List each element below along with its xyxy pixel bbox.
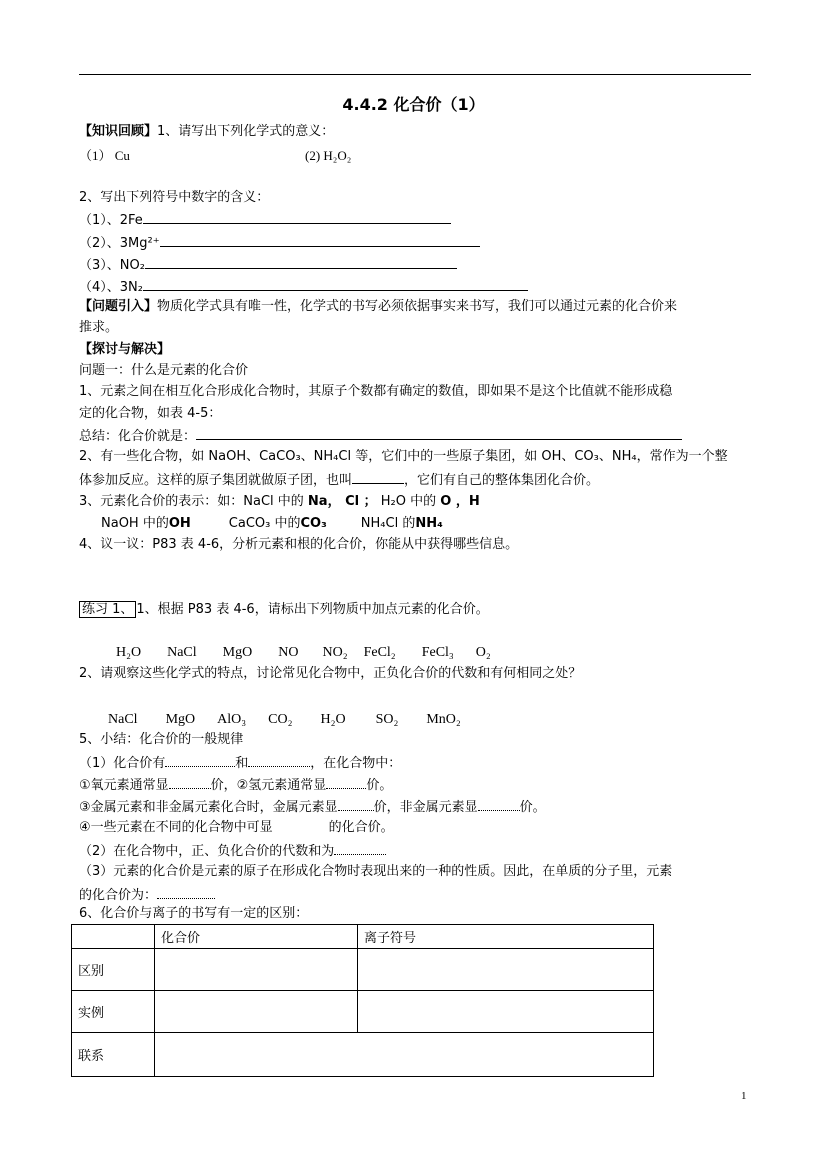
comparison-table bbox=[71, 924, 654, 1077]
answer-blank[interactable] bbox=[352, 469, 404, 484]
rule-text: ③金属元素和非金属元素化合时，金属元素显 bbox=[79, 800, 338, 815]
formula: O₂ bbox=[475, 645, 491, 660]
formula: SO₂ bbox=[375, 712, 399, 727]
table-row bbox=[72, 1033, 654, 1077]
header-rule bbox=[79, 74, 751, 75]
table-cell[interactable] bbox=[155, 1033, 654, 1077]
answer-blank[interactable] bbox=[160, 232, 480, 247]
table-row-label: 实例 bbox=[72, 991, 155, 1033]
page-number: 1 bbox=[741, 1090, 747, 1102]
p1-line-2: 定的化合物，如表 4-5： bbox=[79, 406, 222, 421]
p3-line-1 bbox=[79, 492, 480, 512]
rule-text: 价。 bbox=[366, 778, 393, 793]
table-cell[interactable] bbox=[155, 991, 358, 1033]
review-q1: 1、请写出下列化学式的意义： bbox=[157, 124, 335, 139]
rule-text: ④一些元素在不同的化合物中可显 bbox=[79, 820, 273, 835]
page-title: 4.4.2 化合价（1） bbox=[342, 95, 485, 114]
p3-text-i: NH₄Cl 的 bbox=[360, 516, 416, 531]
p4: 4、议一议：P83 表 4-6，分析元素和根的化合价，你能从中获得哪些信息。 bbox=[79, 537, 519, 552]
rule-text: 的化合价。 bbox=[328, 820, 394, 835]
answer-blank[interactable] bbox=[326, 774, 366, 789]
p3-text-g: CaCO₃ 中的 bbox=[228, 516, 301, 531]
rule-text: ①氧元素通常显 bbox=[79, 778, 169, 793]
intro-line-1 bbox=[79, 297, 677, 317]
table-row-label: 联系 bbox=[72, 1033, 155, 1077]
answer-blank[interactable] bbox=[338, 796, 374, 811]
table-header-row bbox=[72, 925, 654, 949]
formula: MgO bbox=[222, 645, 253, 660]
q2-item-3-label: （3）、NO₂ bbox=[79, 258, 145, 273]
rule-7 bbox=[79, 884, 215, 906]
formula: NaCl bbox=[108, 712, 138, 727]
p3-text-b: Na， Cl ； bbox=[307, 494, 377, 509]
answer-blank[interactable] bbox=[157, 884, 215, 899]
rule-text: 的化合价为： bbox=[79, 888, 158, 903]
p3-text-e: NaOH 中的 bbox=[101, 516, 169, 531]
p3-text-a: 3、元素化合价的表示：如：NaCl 中的 bbox=[79, 494, 308, 509]
formula: NaCl bbox=[167, 645, 197, 660]
answer-blank[interactable] bbox=[248, 752, 310, 767]
p3-text-d: O ，H bbox=[440, 494, 480, 509]
p2-text-b: ，它们有自己的整体集团化合价。 bbox=[404, 473, 600, 488]
table-header-cell bbox=[72, 925, 155, 949]
practice-label: 练习 1、 bbox=[79, 601, 136, 618]
practice-q1: 1、根据 P83 表 4-6，请标出下列物质中加点元素的化合价。 bbox=[136, 602, 489, 617]
intro-heading: 【问题引入】 bbox=[79, 299, 158, 314]
q2-item-1 bbox=[79, 209, 451, 231]
q2-item-2-label: （2）、3Mg²⁺ bbox=[79, 236, 160, 251]
rule-3 bbox=[79, 796, 546, 818]
intro-text-1: 物质化学式具有唯一性，化学式的书写必须依据事实来书写，我们可以通过元素的化合价来 bbox=[157, 299, 678, 314]
q2-item-4 bbox=[79, 276, 528, 298]
review-line bbox=[79, 122, 334, 142]
problem-1: 问题一：什么是元素的化合价 bbox=[79, 363, 249, 378]
rules-heading: 5、小结：化合价的一般规律 bbox=[79, 732, 244, 747]
rule-text: 价。 bbox=[519, 800, 546, 815]
rule-text: （1）化合价有 bbox=[79, 756, 166, 771]
rule-1 bbox=[79, 752, 401, 774]
formula: AlO₃ bbox=[217, 712, 247, 727]
question-6: 6、化合价与离子的书写有一定的区别： bbox=[79, 906, 309, 921]
p3-line-2 bbox=[101, 514, 443, 534]
rule-2 bbox=[79, 774, 392, 796]
p2-line-2 bbox=[79, 469, 599, 491]
intro-text-2: 推求。 bbox=[79, 320, 119, 335]
table-row bbox=[72, 991, 654, 1033]
formula: H₂O bbox=[320, 712, 346, 727]
formula: MnO₂ bbox=[426, 712, 461, 727]
formula: FeCl₂ bbox=[363, 645, 396, 660]
rule-text: （2）在化合物中，正、负化合价的代数和为 bbox=[79, 844, 335, 859]
table-cell[interactable] bbox=[155, 949, 358, 991]
formula: NO bbox=[278, 645, 299, 660]
p3-text-h: CO₃ bbox=[300, 516, 327, 531]
p2-text-a: 体参加反应。这样的原子集团就做原子团，也叫 bbox=[79, 473, 353, 488]
answer-blank[interactable] bbox=[143, 276, 528, 291]
rule-text: ，在化合物中： bbox=[310, 756, 402, 771]
p3-text-j: NH₄ bbox=[415, 516, 443, 531]
answer-blank[interactable] bbox=[165, 752, 235, 767]
table-row-label: 区别 bbox=[72, 949, 155, 991]
formula: H₂O bbox=[116, 645, 142, 660]
q2-item-2 bbox=[79, 232, 480, 254]
summary-label: 总结：化合价就是： bbox=[79, 429, 197, 444]
summary-line bbox=[79, 425, 682, 447]
rule-text: 价，②氢元素通常显 bbox=[210, 778, 327, 793]
practice-line bbox=[79, 600, 489, 620]
review-q2: 2、写出下列符号中数字的含义： bbox=[79, 190, 270, 205]
answer-blank[interactable] bbox=[478, 796, 520, 811]
p1-line-1: 1、元素之间在相互化合形成化合物时，其原子个数都有确定的数值，即如果不是这个比值就不能形成稳 bbox=[79, 384, 673, 399]
formula: CO₂ bbox=[268, 712, 293, 727]
formulas-row-1 bbox=[116, 643, 491, 663]
p3-text-f: OH bbox=[168, 516, 191, 531]
formula: NO₂ bbox=[322, 645, 348, 660]
q2-item-1-label: （1）、2Fe bbox=[79, 213, 143, 228]
rule-text: 和 bbox=[235, 756, 249, 771]
table-cell[interactable] bbox=[358, 991, 654, 1033]
rule-6: （3）元素的化合价是元素的原子在形成化合物时表现出来的一种的性质。因此，在单质的分子里，元素 bbox=[79, 864, 673, 879]
answer-blank[interactable] bbox=[169, 774, 211, 789]
answer-blank[interactable] bbox=[334, 840, 386, 855]
review-q1-item-2: (2) H₂O₂ bbox=[305, 148, 352, 163]
q2-item-3 bbox=[79, 254, 457, 276]
p3-text-c: H₂O 中的 bbox=[376, 494, 441, 509]
explore-heading: 【探讨与解决】 bbox=[79, 342, 171, 357]
table-header-cell: 化合价 bbox=[155, 925, 358, 949]
review-q1-item-1: （1） Cu bbox=[79, 148, 130, 163]
rule-text: 价，非金属元素显 bbox=[373, 800, 478, 815]
q2-item-4-label: （4）、3N₂ bbox=[79, 280, 143, 295]
answer-blank[interactable] bbox=[143, 209, 451, 224]
answer-blank[interactable] bbox=[196, 425, 682, 440]
answer-blank[interactable] bbox=[145, 254, 457, 269]
practice-q2: 2、请观察这些化学式的特点，讨论常见化合物中，正负化合价的代数和有何相同之处？ bbox=[79, 666, 582, 681]
table-row bbox=[72, 949, 654, 991]
formulas-row-2 bbox=[108, 710, 461, 730]
review-heading: 【知识回顾】 bbox=[79, 124, 158, 139]
formula: FeCl₃ bbox=[421, 645, 454, 660]
table-cell[interactable] bbox=[358, 949, 654, 991]
rule-4 bbox=[79, 818, 394, 838]
rule-5 bbox=[79, 840, 386, 862]
formula: MgO bbox=[165, 712, 196, 727]
p2-line-1: 2、有一些化合物，如 NaOH、CaCO₃、NH₄Cl 等，它们中的一些原子集团，如 OH、CO₃、NH₄，常作为一个整 bbox=[79, 449, 728, 464]
table-header-cell: 离子符号 bbox=[358, 925, 654, 949]
